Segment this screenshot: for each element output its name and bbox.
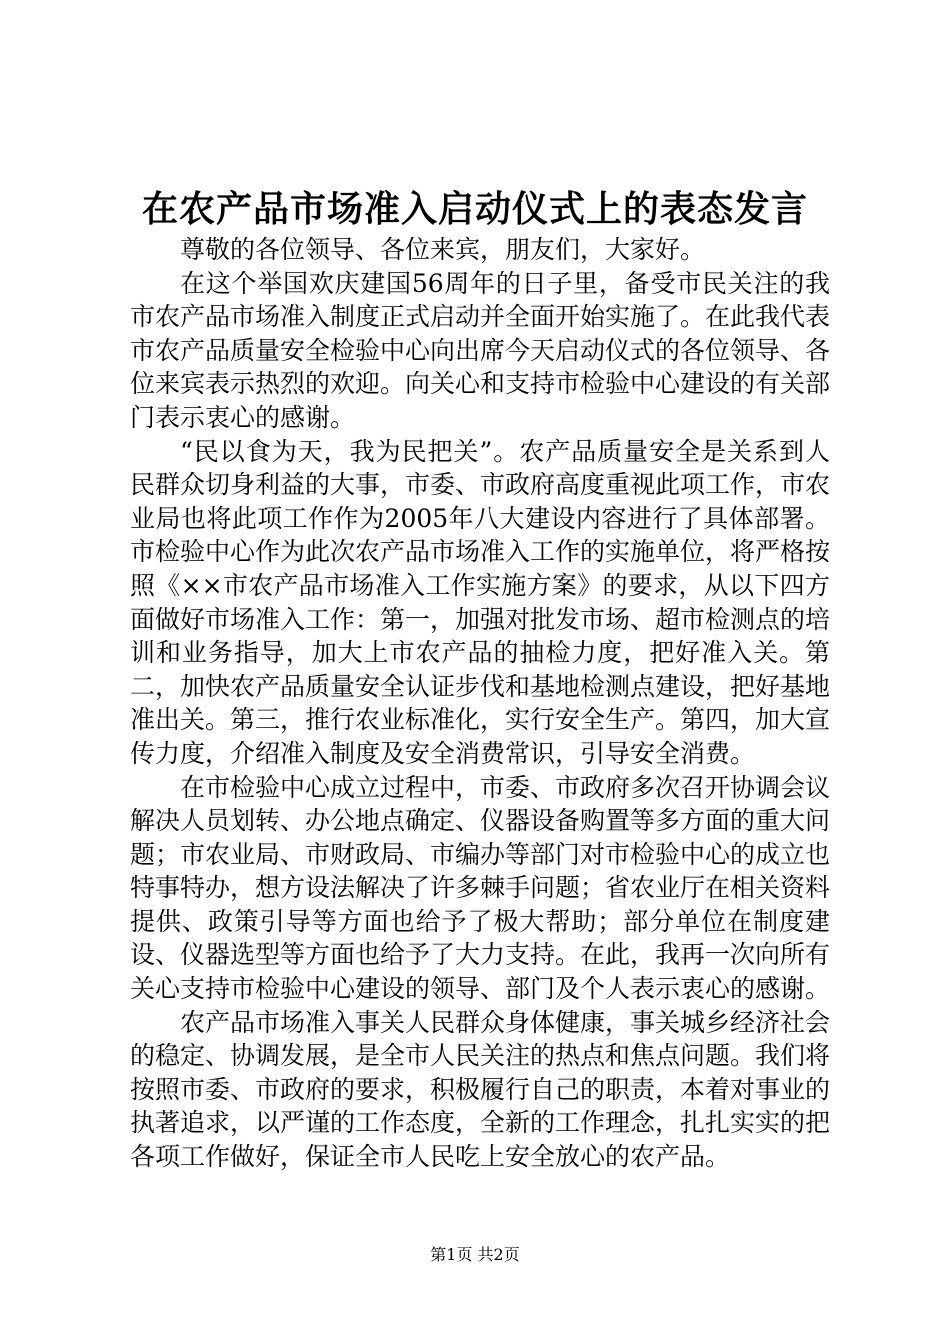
work-plan-paragraph: “民以食为天，我为民把关”。农产品质量安全是关系到人民群众切身利益的大事，市委、市政府高度重视此项工作，市农业局也将此项工作作为2005年八大建设内容进行了具体部署。市检验中心作为此次农产品市场准入工作的实施单位，将严格按照《××市农产品市场准入工作实施方案》的要求，从以下四方面做好市场准入工作：第一，加强对批发市场、超市检测点的培训和业务指导，加大上市农产品的抽检力度，把好准入关。第二，加快农产品质量安全认证步伐和基地检测点建设，把好基地准出关。第三，推行农业标准化，实行安全生产。第四，加大宣传力度，介绍准入制度及安全消费常识，引导安全消费。 [130, 436, 831, 768]
closing-paragraph: 农产品市场准入事关人民群众身体健康，事关城乡经济社会的稳定、协调发展，是全市人民关注的热点和焦点问题。我们将按照市委、市政府的要求，积极履行自己的职责，本着对事业的执著追求，以严谨的工作态度，全新的工作理念，扎扎实实的把各项工作做好，保证全市人民吃上安全放心的农产品。 [130, 1007, 831, 1172]
document-title: 在农产品市场准入启动仪式上的表态发言 [141, 188, 808, 230]
page-number-footer: 第1页 共2页 [430, 1245, 520, 1264]
document-body [130, 233, 830, 1174]
thanks-paragraph: 在市检验中心成立过程中，市委、市政府多次召开协调会议解决人员划转、办公地点确定、仪器设备购置等多方面的重大问题；市农业局、市财政局、市编办等部门对市检验中心的成立也特事特办，想方设法解决了许多棘手问题；省农业厅在相关资料提供、政策引导等方面也给予了极大帮助；部分单位在制度建设、仪器选型等方面也给予了大力支持。在此，我再一次向所有关心支持市检验中心建设的领导、部门及个人表示衷心的感谢。 [130, 772, 831, 1004]
welcome-paragraph: 在这个举国欢庆建国56周年的日子里，备受市民关注的我市农产品市场准入制度正式启动并全面开始实施了。在此我代表市农产品质量安全检验中心向出席今天启动仪式的各位领导、各位来宾表示热烈的欢迎。向关心和支持市检验中心建设的有关部门表示衷心的感谢。 [130, 268, 831, 432]
greeting-paragraph: 尊敬的各位领导、各位来宾，朋友们，大家好。 [180, 235, 706, 264]
